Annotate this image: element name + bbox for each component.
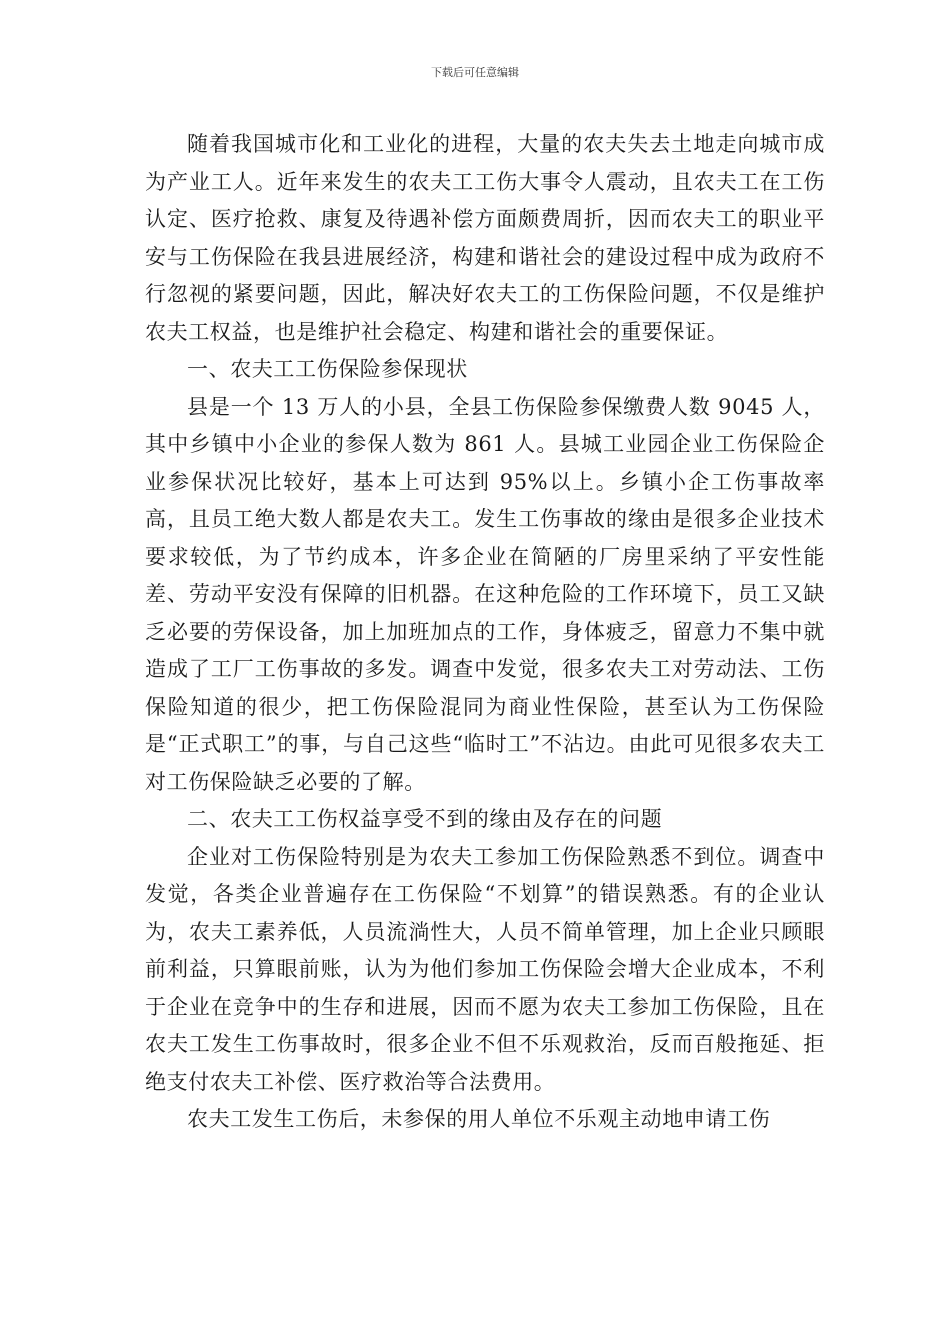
page-header-note: 下载后可任意编辑 [431, 66, 519, 79]
paragraph-section-1: 县是一个 13 万人的小县，全县工伤保险参保缴费人数 9045 人，其中乡镇中小企业的参保人数为 861 人。县城工业园企业工伤保险企业参保状况比较好，基本上可达到 95%以上。乡镇小企工伤事故率高，且员工绝大数人都是农夫工。发生工伤事故的缘由是很多企业技术要求较低，为了节约成本，许多企业在简陋的厂房里采纳了平安性能差、劳动平安没有保障的旧机器。在这种危险的工作环境下，员工又缺乏必要的劳保设备，加上加班加点的工作，身体疲乏，留意力不集中就造成了工厂工伤事故的多发。调查中发觉，很多农夫工对劳动法、工伤保险知道的很少，把工伤保险混同为商业性保险，甚至认为工伤保险是“正式职工”的事，与自己这些“临时工”不沾边。由此可见很多农夫工对工伤保险缺乏必要的了解。 [145, 394, 825, 794]
paragraph-section-2a: 企业对工伤保险特别是为农夫工参加工伤保险熟悉不到位。调查中发觉，各类企业普遍存在工伤保险“不划算”的错误熟悉。有的企业认为，农夫工素养低，人员流淌性大，人员不简单管理，加上企业只顾眼前利益，只算眼前账，认为为他们参加工伤保险会增大企业成本，不利于企业在竞争中的生存和进展，因而不愿为农夫工参加工伤保险，且在农夫工发生工伤事故时，很多企业不但不乐观救治，反而百般拖延、拒绝支付农夫工补偿、医疗救治等合法费用。 [145, 844, 825, 1094]
section-heading-2: 二、农夫工工伤权益享受不到的缘由及存在的问题 [187, 807, 663, 831]
document-body [145, 126, 825, 1139]
section-heading-1: 一、农夫工工伤保险参保现状 [187, 357, 468, 381]
paragraph-intro: 随着我国城市化和工业化的进程，大量的农夫失去土地走向城市成为产业工人。近年来发生的农夫工工伤大事令人震动，且农夫工在工伤认定、医疗抢救、康复及待遇补偿方面颇费周折，因而农夫工的职业平安与工伤保险在我县进展经济，构建和谐社会的建设过程中成为政府不行忽视的紧要问题，因此，解决好农夫工的工伤保险问题，不仅是维护农夫工权益，也是维护社会稳定、构建和谐社会的重要保证。 [145, 132, 825, 344]
paragraph-section-2b: 农夫工发生工伤后，未参保的用人单位不乐观主动地申请工伤 [187, 1107, 771, 1131]
